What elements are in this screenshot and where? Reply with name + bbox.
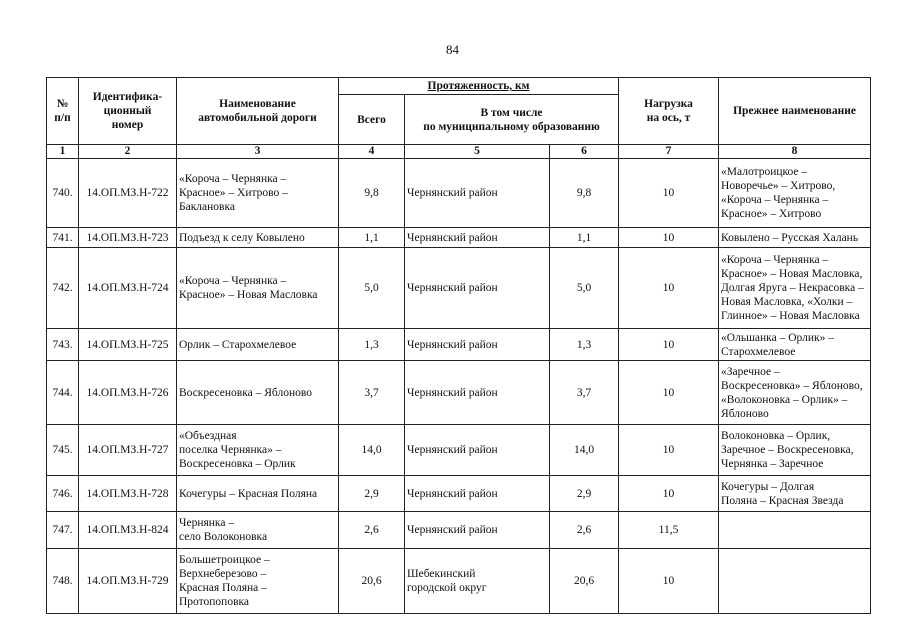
cell-id: 14.ОП.МЗ.Н-727 xyxy=(79,425,177,476)
cell-municipality: Чернянский район xyxy=(405,228,550,248)
cell-load: 10 xyxy=(619,248,719,329)
cell-municipal-length: 2,6 xyxy=(550,512,619,549)
cell-total: 2,6 xyxy=(339,512,405,549)
cell-municipal-length: 1,1 xyxy=(550,228,619,248)
cell-former: Волоконовка – Орлик, Заречное – Воскресеновка, Чернянка – Заречное xyxy=(719,425,871,476)
cell-municipality: Чернянский район xyxy=(405,425,550,476)
cell-municipal-length: 20,6 xyxy=(550,549,619,614)
cell-municipality: Чернянский район xyxy=(405,329,550,361)
table-row xyxy=(47,248,871,329)
cell-id: 14.ОП.МЗ.Н-725 xyxy=(79,329,177,361)
cell-load: 10 xyxy=(619,329,719,361)
cell-municipality: Чернянский район xyxy=(405,361,550,425)
cell-municipal-length: 3,7 xyxy=(550,361,619,425)
cell-municipality: Чернянский район xyxy=(405,159,550,228)
header-name: Наименование автомобильной дороги xyxy=(177,78,339,145)
cell-municipal-length: 9,8 xyxy=(550,159,619,228)
cell-num: 744. xyxy=(47,361,79,425)
cell-total: 3,7 xyxy=(339,361,405,425)
cell-name: «Короча – Чернянка – Красное» – Хитрово – Баклановка xyxy=(177,159,339,228)
cell-municipal-length: 2,9 xyxy=(550,476,619,512)
cell-former xyxy=(719,549,871,614)
cell-former xyxy=(719,512,871,549)
cell-num: 743. xyxy=(47,329,79,361)
table-row xyxy=(47,425,871,476)
roads-table xyxy=(46,77,871,614)
cell-name: «Объездная поселка Чернянка» – Воскресеновка – Орлик xyxy=(177,425,339,476)
table-row xyxy=(47,159,871,228)
cell-former: «Малотроицкое – Новоречье» – Хитрово, «Короча – Чернянка – Красное» – Хитрово xyxy=(719,159,871,228)
table-row xyxy=(47,476,871,512)
cell-num: 746. xyxy=(47,476,79,512)
colnum-1: 1 xyxy=(47,145,79,159)
cell-num: 741. xyxy=(47,228,79,248)
header-row-top xyxy=(47,78,871,95)
page-number: 84 xyxy=(446,42,459,57)
header-length: Протяженность, км xyxy=(339,78,619,95)
colnum-3: 3 xyxy=(177,145,339,159)
cell-load: 10 xyxy=(619,549,719,614)
cell-former: «Короча – Чернянка – Красное» – Новая Масловка, Долгая Яруга – Некрасовка – Новая Масловка, «Холки – Глинное» – Новая Масловка xyxy=(719,248,871,329)
cell-name: Кочегуры – Красная Поляна xyxy=(177,476,339,512)
cell-load: 10 xyxy=(619,425,719,476)
cell-municipality: Чернянский район xyxy=(405,512,550,549)
cell-id: 14.ОП.МЗ.Н-824 xyxy=(79,512,177,549)
colnum-7: 7 xyxy=(619,145,719,159)
colnum-8: 8 xyxy=(719,145,871,159)
colnum-4: 4 xyxy=(339,145,405,159)
header-num: № п/п xyxy=(47,78,79,145)
cell-num: 748. xyxy=(47,549,79,614)
cell-name: Подъезд к селу Ковылено xyxy=(177,228,339,248)
cell-former: «Ольшанка – Орлик» – Старохмелевое xyxy=(719,329,871,361)
cell-former: Кочегуры – Долгая Поляна – Красная Звезда xyxy=(719,476,871,512)
table-row xyxy=(47,549,871,614)
table-body xyxy=(47,159,871,614)
cell-total: 5,0 xyxy=(339,248,405,329)
header-id: Идентифика- ционный номер xyxy=(79,78,177,145)
cell-total: 2,9 xyxy=(339,476,405,512)
table-row xyxy=(47,361,871,425)
header-former: Прежнее наименование xyxy=(719,78,871,145)
cell-load: 10 xyxy=(619,228,719,248)
cell-total: 9,8 xyxy=(339,159,405,228)
cell-total: 20,6 xyxy=(339,549,405,614)
header-load: Нагрузка на ось, т xyxy=(619,78,719,145)
colnum-5: 5 xyxy=(405,145,550,159)
cell-load: 10 xyxy=(619,159,719,228)
cell-municipal-length: 1,3 xyxy=(550,329,619,361)
cell-num: 742. xyxy=(47,248,79,329)
cell-load: 10 xyxy=(619,476,719,512)
colnum-2: 2 xyxy=(79,145,177,159)
cell-num: 745. xyxy=(47,425,79,476)
table-row xyxy=(47,329,871,361)
cell-municipality: Шебекинский городской округ xyxy=(405,549,550,614)
cell-load: 10 xyxy=(619,361,719,425)
cell-total: 1,3 xyxy=(339,329,405,361)
colnum-6: 6 xyxy=(550,145,619,159)
cell-name: Орлик – Старохмелевое xyxy=(177,329,339,361)
cell-id: 14.ОП.МЗ.Н-726 xyxy=(79,361,177,425)
cell-name: Чернянка – село Волоконовка xyxy=(177,512,339,549)
cell-id: 14.ОП.МЗ.Н-729 xyxy=(79,549,177,614)
cell-total: 1,1 xyxy=(339,228,405,248)
cell-id: 14.ОП.МЗ.Н-724 xyxy=(79,248,177,329)
cell-name: «Короча – Чернянка – Красное» – Новая Масловка xyxy=(177,248,339,329)
cell-former: «Заречное – Воскресеновка» – Яблоново, «Волоконовка – Орлик» – Яблоново xyxy=(719,361,871,425)
cell-total: 14,0 xyxy=(339,425,405,476)
cell-id: 14.ОП.МЗ.Н-722 xyxy=(79,159,177,228)
cell-municipality: Чернянский район xyxy=(405,476,550,512)
cell-former: Ковылено – Русская Халань xyxy=(719,228,871,248)
cell-num: 747. xyxy=(47,512,79,549)
cell-municipality: Чернянский район xyxy=(405,248,550,329)
header-total: Всего xyxy=(339,95,405,145)
column-numbers-row xyxy=(47,145,871,159)
cell-id: 14.ОП.МЗ.Н-728 xyxy=(79,476,177,512)
cell-municipal-length: 5,0 xyxy=(550,248,619,329)
cell-municipal-length: 14,0 xyxy=(550,425,619,476)
header-including: В том числе по муниципальному образованию xyxy=(405,95,619,145)
cell-name: Большетроицкое – Верхнеберезово – Красная Поляна – Протопоповка xyxy=(177,549,339,614)
cell-load: 11,5 xyxy=(619,512,719,549)
cell-id: 14.ОП.МЗ.Н-723 xyxy=(79,228,177,248)
table-row xyxy=(47,228,871,248)
table-row xyxy=(47,512,871,549)
cell-name: Воскресеновка – Яблоново xyxy=(177,361,339,425)
cell-num: 740. xyxy=(47,159,79,228)
